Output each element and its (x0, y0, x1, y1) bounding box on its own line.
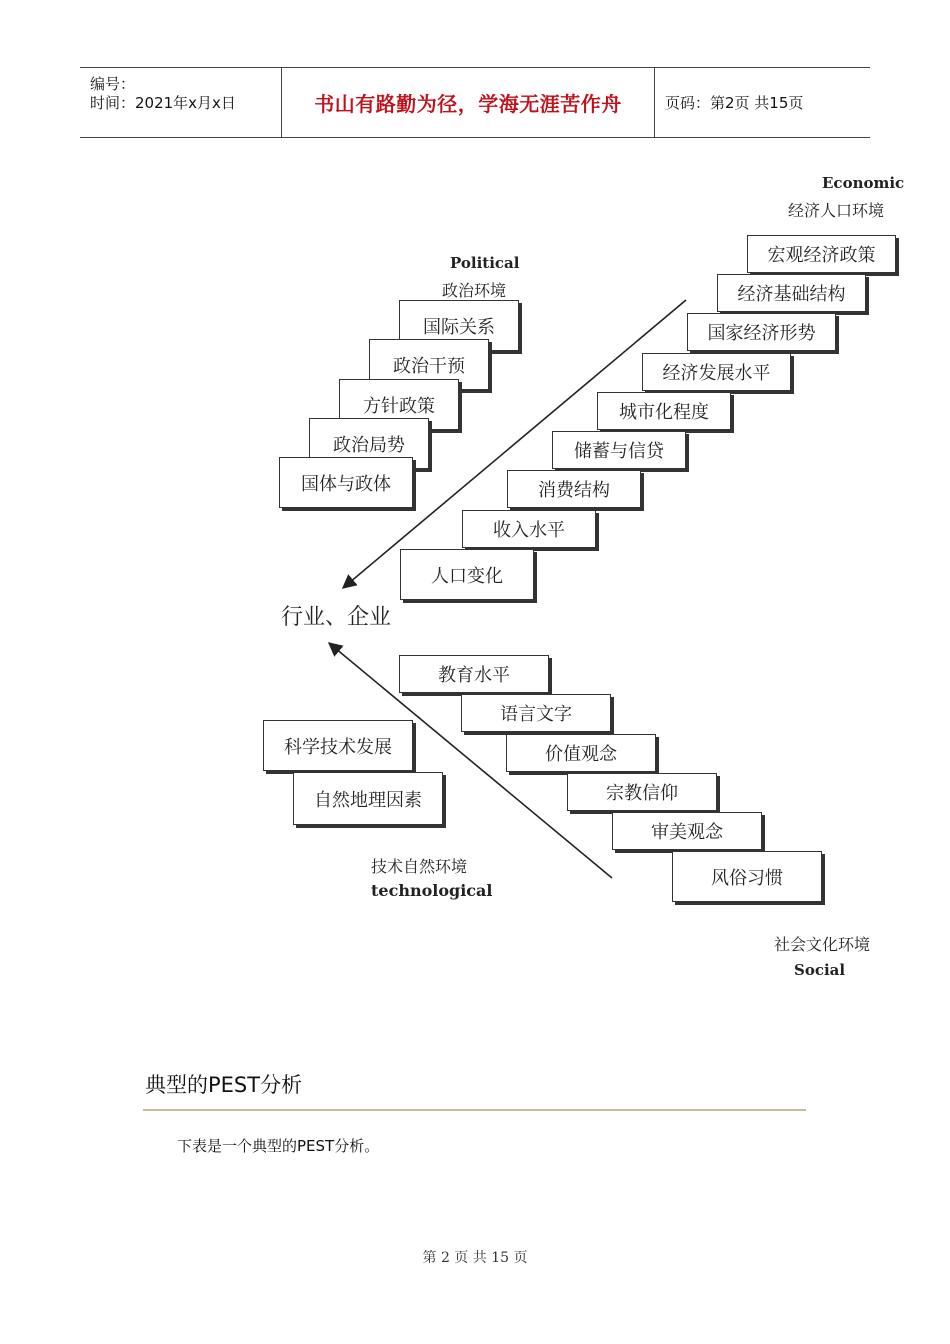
social-item-box: 教育水平 (399, 655, 549, 693)
economic-label-en: Economic (822, 174, 905, 192)
time-label: 时间：2021年x月x日 (90, 94, 236, 112)
header-right-cell (654, 68, 870, 137)
technological-label-en: technological (371, 881, 493, 900)
political-item-box: 方针政策 (339, 379, 459, 430)
header-middle-cell (281, 68, 655, 137)
section-divider (143, 1109, 806, 1111)
pest-diagram (0, 160, 950, 1000)
political-item-box: 国体与政体 (279, 457, 413, 508)
economic-item-box: 经济发展水平 (642, 353, 791, 391)
industry-enterprise-label: 行业、企业 (281, 605, 392, 630)
technological-label-cn: 技术自然环境 (371, 857, 468, 876)
section-title: 典型的PEST分析 (145, 1073, 303, 1097)
political-item-box: 政治局势 (309, 418, 429, 469)
technological-item-box: 科学技术发展 (263, 720, 413, 771)
economic-item-box: 消费结构 (507, 470, 641, 508)
page-footer: 第 2 页 共 15 页 (422, 1250, 528, 1266)
social-label-cn: 社会文化环境 (774, 935, 871, 954)
social-item-box: 语言文字 (461, 694, 611, 732)
section-text: 下表是一个典型的PEST分析。 (177, 1137, 380, 1155)
economic-item-box: 人口变化 (400, 549, 534, 600)
technological-item-box: 自然地理因素 (293, 772, 443, 825)
economic-item-box: 宏观经济政策 (747, 235, 896, 273)
economic-item-box: 收入水平 (462, 510, 596, 548)
page-info: 页码：第2页 共15页 (665, 94, 804, 112)
economic-label-cn: 经济人口环境 (788, 201, 885, 220)
social-item-box: 审美观念 (612, 812, 762, 850)
social-label-en: Social (794, 961, 846, 979)
economic-item-box: 经济基础结构 (717, 274, 866, 312)
social-item-box: 风俗习惯 (672, 851, 822, 902)
economic-item-box: 国家经济形势 (687, 313, 836, 351)
political-item-box: 政治干预 (369, 339, 489, 390)
header-left-cell (80, 68, 281, 137)
political-label-cn: 政治环境 (442, 281, 507, 300)
page-header (80, 67, 870, 138)
economic-item-box: 城市化程度 (597, 392, 731, 430)
economic-item-box: 储蓄与信贷 (552, 431, 686, 469)
social-item-box: 价值观念 (506, 734, 656, 772)
social-item-box: 宗教信仰 (567, 773, 717, 811)
political-item-box: 国际关系 (399, 300, 519, 351)
political-label-en: Political (450, 254, 520, 272)
header-motto: 书山有路勤为径，学海无涯苦作舟 (314, 92, 622, 116)
code-label: 编号： (90, 75, 136, 93)
